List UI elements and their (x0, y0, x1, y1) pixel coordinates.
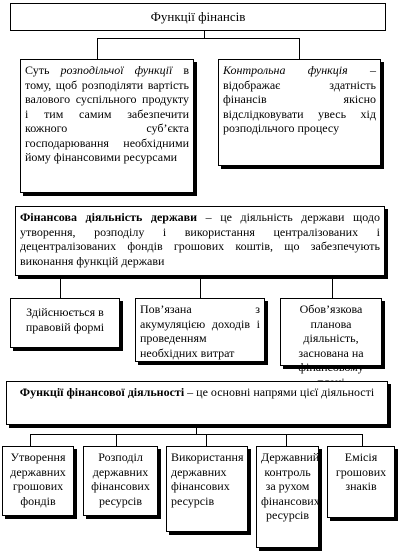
item-box-resource-use (166, 446, 248, 532)
title-text: Функції фінансів (150, 9, 246, 24)
state-activity-text: – це діяльність держави щодо утворення, розподілу і використання централізованих і децентралізованих фондів грошових коштів, що забезпечують виконання функцій держави (20, 210, 380, 268)
item-text: Утворення державних грошових фондів (10, 450, 66, 508)
state-activity-term: Фінансова діяльність держави (20, 210, 198, 224)
feature-text: Обов’язкова планова діяльність, заснована на фінансовому (298, 302, 364, 374)
connector-title-left (97, 38, 98, 59)
connector-title-right (299, 38, 300, 59)
distribution-text: в тому, щоб розподіляти вартість валового суспільного продукту і тим самим забезпечити кожного суб’єкта господарювання необхідними йому фінансовими ресурсами (25, 63, 190, 164)
item-text: Емісія грошових знаків (335, 450, 387, 493)
activity-functions-text: – це основні напрями цієї діяльності (184, 385, 375, 399)
item-text: Державний контроль за рухом фінансових ресурсів (261, 450, 320, 522)
state-activity-box (15, 206, 385, 276)
feature-box-legal-form (10, 298, 120, 348)
item-box-state-control (256, 446, 319, 548)
feature-box-planned-activity (280, 298, 382, 374)
distribution-lead: Суть (25, 63, 61, 77)
title-box (10, 3, 386, 31)
item-text: Використання державних фінансових ресурсів (171, 450, 244, 508)
distribution-function-box (20, 59, 194, 193)
connector-title-bar (97, 38, 300, 39)
item-box-currency-emission (327, 446, 395, 518)
item-box-resource-distribution (83, 446, 158, 516)
item-text: Розподіл державних фінансових ресурсів (91, 450, 150, 508)
connector-item-5 (362, 434, 363, 446)
control-function-box (218, 59, 381, 166)
distribution-term: розподільчої функції (60, 63, 173, 77)
connector-title-center (204, 30, 205, 39)
connector-item-2 (116, 434, 117, 446)
item-box-fund-formation (2, 446, 74, 516)
connector-items-center (196, 425, 197, 435)
connector-state-left (60, 276, 61, 298)
feature-text: Пов’язана з акумуляцією доходів і проведенням необхідних витрат (140, 302, 260, 360)
activity-functions-term: Функції фінансової діяльності (19, 385, 185, 399)
activity-functions-box (6, 381, 388, 425)
connector-item-4 (286, 434, 287, 446)
connector-state-mid (200, 276, 201, 298)
control-text: – відображає здатність фінансів якісно відслідковувати увесь хід розподільчого процесу (223, 63, 376, 135)
feature-text: Здійснюється в правовій формі (25, 305, 105, 334)
connector-item-3 (206, 434, 207, 446)
connector-item-1 (30, 434, 31, 446)
feature-box-accumulation (135, 298, 265, 362)
control-term: Контрольна функція (223, 63, 348, 77)
connector-state-right (332, 276, 333, 298)
